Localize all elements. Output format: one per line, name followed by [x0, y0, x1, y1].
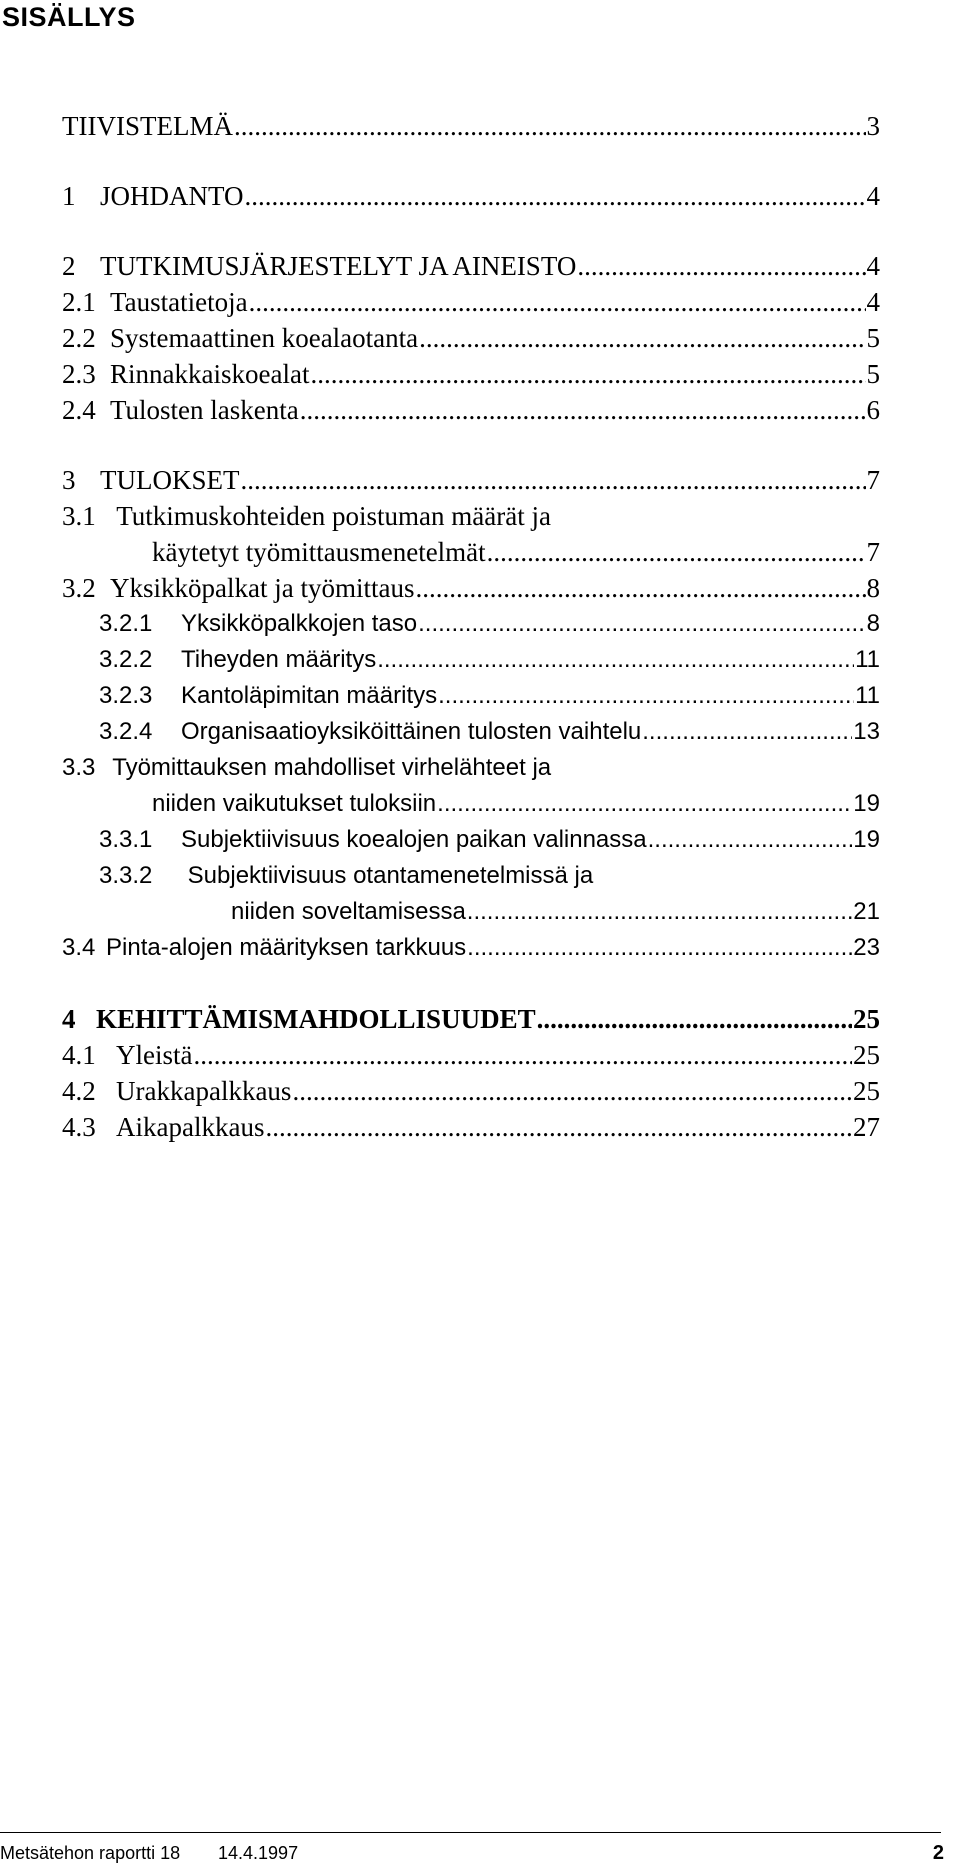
toc-number: 4	[62, 1004, 76, 1034]
toc-title: TULOKSET	[100, 465, 240, 495]
toc-page: 21	[853, 898, 880, 925]
toc-entry-3-3-2-cont[interactable]	[231, 893, 880, 931]
toc-leader	[419, 319, 865, 357]
toc-leader	[577, 247, 865, 285]
toc-number: 3.2.2	[99, 646, 153, 673]
toc-title: Kantoläpimitan määritys	[181, 682, 438, 709]
page-title: SISÄLLYS	[2, 2, 136, 32]
toc-page: 25	[853, 1040, 880, 1070]
toc-leader	[292, 1072, 852, 1110]
toc-leader	[418, 605, 866, 643]
toc-page: 3	[866, 111, 880, 141]
toc-title: käytetyt työmittausmenetelmät	[152, 537, 486, 567]
toc-entry-3[interactable]	[62, 461, 880, 499]
toc-title: Subjektiivisuus otantamenetelmissä ja	[187, 862, 594, 889]
toc-title: Organisaatioyksiköittäinen tulosten vaihtelu	[181, 718, 642, 745]
toc-entry-3-2-3[interactable]	[99, 677, 880, 715]
toc-leader	[193, 1036, 852, 1074]
toc-entry-3-2-4[interactable]	[99, 713, 880, 751]
toc-title: Tiheyden määritys	[181, 646, 377, 673]
toc-entry-3-1-cont[interactable]	[152, 533, 880, 571]
toc-title: Työmittauksen mahdolliset virhelähteet ja	[112, 754, 552, 781]
toc-number: 3.3.1	[99, 826, 153, 853]
toc-number: 3.3.2	[99, 862, 153, 889]
footer-date: 14.4.1997	[218, 1843, 299, 1863]
toc-leader	[240, 461, 865, 499]
toc-leader	[467, 893, 853, 931]
toc-leader	[234, 107, 866, 145]
toc-leader	[438, 677, 854, 715]
toc-leader	[648, 821, 853, 859]
toc-title: Rinnakkaiskoealat	[110, 359, 310, 389]
toc-page: 4	[866, 251, 880, 281]
toc-number: 3.2.4	[99, 718, 153, 745]
toc-page: 7	[866, 465, 880, 495]
toc-entry-2-3[interactable]	[62, 355, 880, 393]
toc-entry-3-2-1[interactable]	[99, 605, 880, 643]
toc-leader	[487, 533, 866, 571]
toc-entry-3-1[interactable]	[62, 497, 880, 535]
toc-leader	[245, 177, 866, 215]
toc-number: 3	[62, 465, 76, 495]
toc-title: TUTKIMUSJÄRJESTELYT JA AINEISTO	[100, 251, 577, 281]
toc-leader	[249, 283, 866, 321]
toc-entry-3-3-2[interactable]	[99, 857, 880, 895]
toc-page: 4	[866, 287, 880, 317]
toc-number: 2	[62, 251, 76, 281]
toc-page: 5	[866, 359, 880, 389]
footer-divider	[0, 1832, 941, 1833]
toc-number: 3.4	[62, 934, 96, 961]
toc-leader	[537, 1000, 852, 1038]
toc-entry-2-4[interactable]	[62, 391, 880, 429]
toc-title: Yleistä	[116, 1040, 193, 1070]
toc-leader	[415, 569, 865, 607]
toc-number: 3.3	[62, 754, 96, 781]
toc-number: 4.1	[62, 1040, 96, 1070]
toc-entry-3-3-1[interactable]	[99, 821, 880, 859]
toc-number: 4.3	[62, 1112, 96, 1142]
toc-page: 27	[853, 1112, 880, 1142]
toc-number: 2.4	[62, 395, 96, 425]
toc-page: 25	[853, 1004, 880, 1034]
toc-leader	[377, 641, 854, 679]
toc-entry-4-3[interactable]	[62, 1108, 880, 1146]
toc-title: Taustatietoja	[110, 287, 248, 317]
toc-page: 6	[866, 395, 880, 425]
toc-number: 1	[62, 181, 76, 211]
toc-entry-3-3[interactable]	[62, 749, 880, 787]
toc-title: TIIVISTELMÄ	[62, 111, 233, 141]
toc-entry-4-1[interactable]	[62, 1036, 880, 1074]
toc-page: 13	[853, 718, 880, 745]
toc-number: 3.1	[62, 501, 96, 531]
toc-page: 25	[853, 1076, 880, 1106]
toc-entry-3-2[interactable]	[62, 569, 880, 607]
toc-number: 2.1	[62, 287, 96, 317]
toc-page: 19	[853, 790, 880, 817]
toc-title: Urakkapalkkaus	[116, 1076, 292, 1106]
toc-number: 3.2	[62, 573, 96, 603]
toc-title: Pinta-alojen määrityksen tarkkuus	[106, 934, 467, 961]
toc-title: Subjektiivisuus koealojen paikan valinnassa	[181, 826, 647, 853]
page-footer	[0, 1838, 944, 1868]
toc-title: Systemaattinen koealaotanta	[110, 323, 419, 353]
toc-number: 3.2.3	[99, 682, 153, 709]
toc-leader	[642, 713, 852, 751]
toc-title: niiden vaikutukset tuloksiin	[152, 790, 437, 817]
toc-page: 5	[866, 323, 880, 353]
footer-page-number: 2	[932, 1842, 944, 1864]
footer-series: Metsätehon raportti 18	[0, 1843, 181, 1863]
toc-title: Yksikköpalkat ja työmittaus	[110, 573, 415, 603]
toc-title: JOHDANTO	[100, 181, 244, 211]
toc-page: 19	[853, 826, 880, 853]
toc-entry-2[interactable]	[62, 247, 880, 285]
toc-entry-tiivistelma[interactable]	[62, 107, 880, 145]
toc-page: 11	[855, 646, 880, 673]
toc-entry-3-4[interactable]	[62, 929, 880, 967]
toc-page: 8	[866, 573, 880, 603]
toc-leader	[300, 391, 866, 429]
toc-leader	[467, 929, 852, 967]
toc-entry-3-3-cont[interactable]	[152, 785, 880, 823]
toc-title: niiden soveltamisessa	[231, 898, 466, 925]
toc-title: Aikapalkkaus	[116, 1112, 265, 1142]
toc-title: KEHITTÄMISMAHDOLLISUUDET	[96, 1004, 536, 1034]
toc-leader	[310, 355, 865, 393]
toc-number: 3.2.1	[99, 610, 153, 637]
toc-page: 8	[866, 610, 880, 637]
toc-title: Tutkimuskohteiden poistuman määrät ja	[116, 501, 551, 531]
toc-leader	[265, 1108, 852, 1146]
toc-title: Yksikköpalkkojen taso	[181, 610, 418, 637]
toc-entry-2-1[interactable]	[62, 283, 880, 321]
toc-number: 2.2	[62, 323, 96, 353]
toc-page: 23	[853, 934, 880, 961]
toc-entry-4[interactable]	[62, 1000, 880, 1038]
toc-leader	[437, 785, 852, 823]
toc-number: 2.3	[62, 359, 96, 389]
toc-entry-2-2[interactable]	[62, 319, 880, 357]
toc-entry-4-2[interactable]	[62, 1072, 880, 1110]
toc-title: Tulosten laskenta	[110, 395, 299, 425]
toc-page: 7	[866, 537, 880, 567]
toc-page: 4	[866, 181, 880, 211]
toc-entry-3-2-2[interactable]	[99, 641, 880, 679]
toc-number: 4.2	[62, 1076, 96, 1106]
toc-entry-1[interactable]	[62, 177, 880, 215]
toc-page: 11	[855, 682, 880, 709]
